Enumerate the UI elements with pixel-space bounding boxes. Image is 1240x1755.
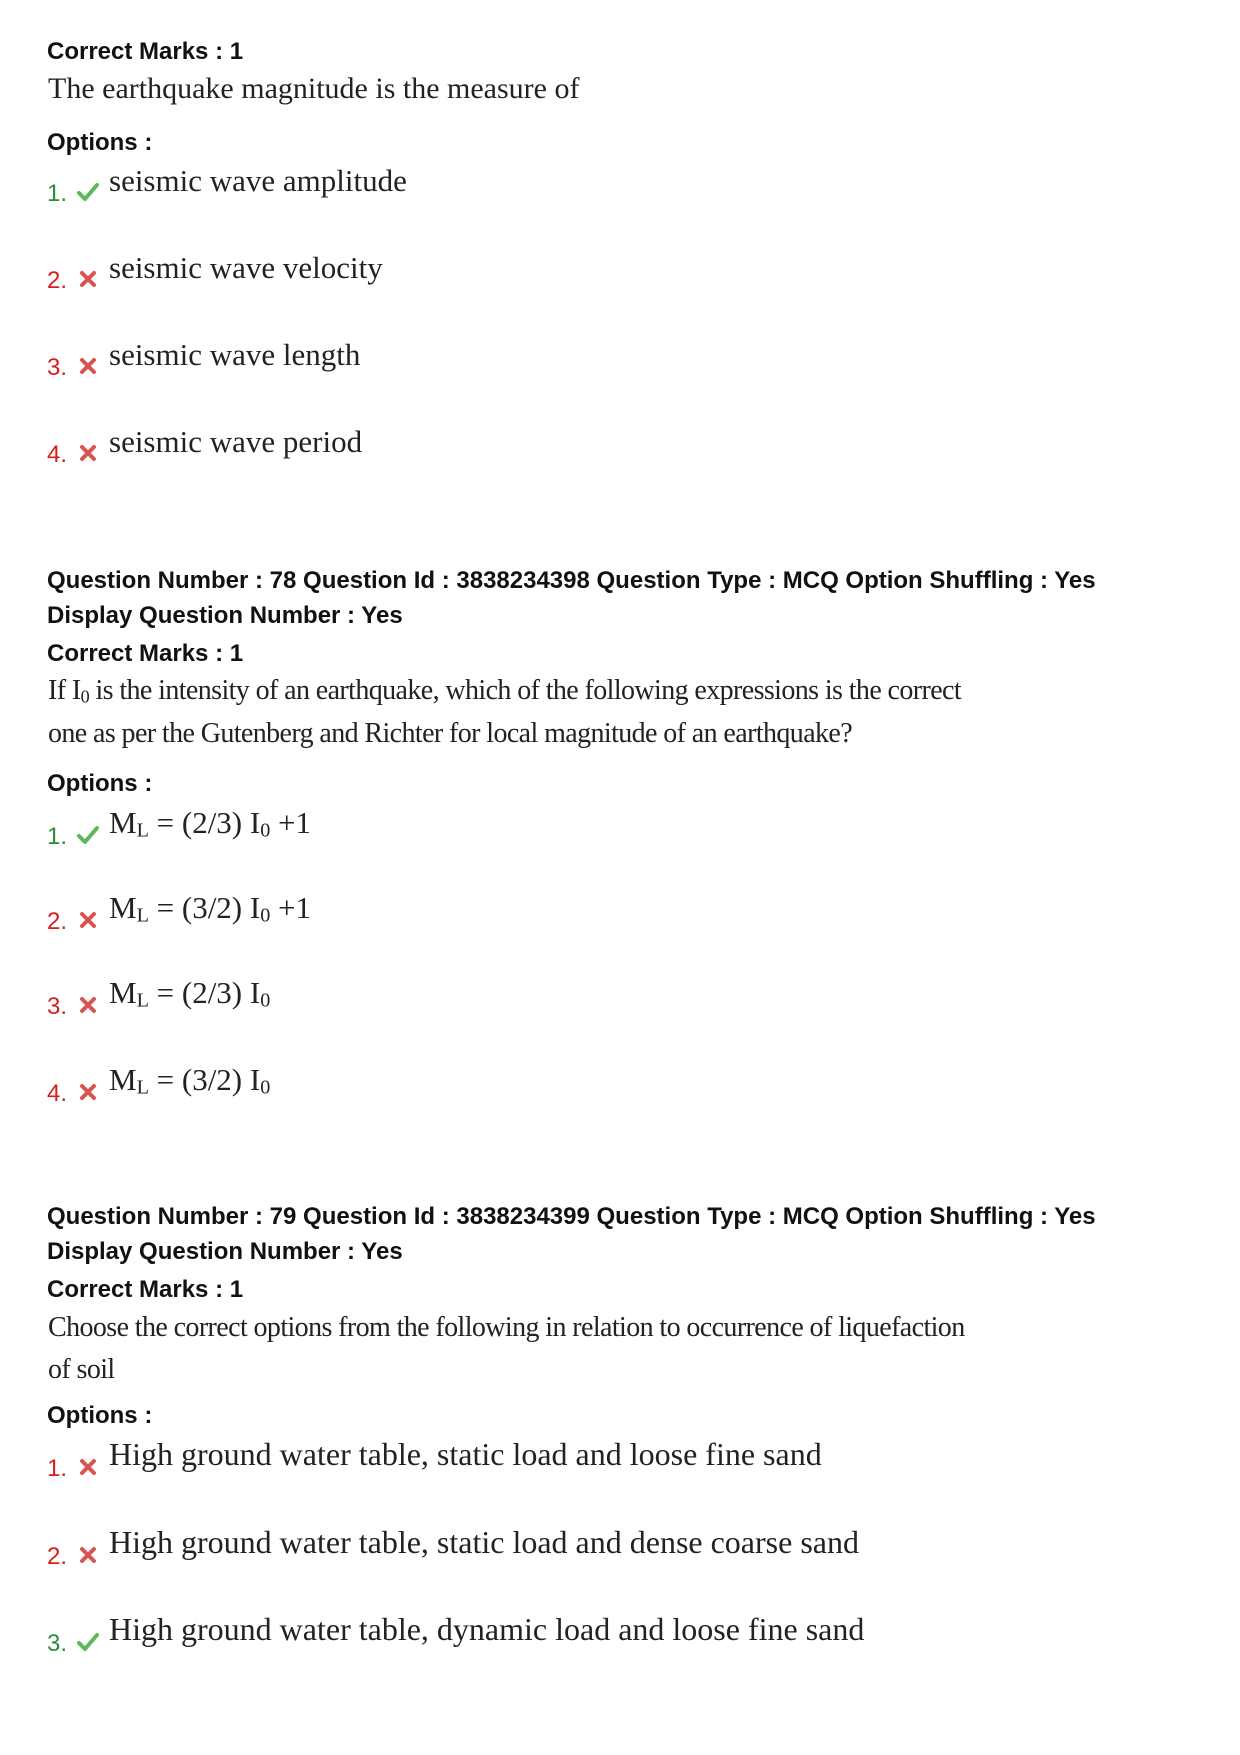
option-number: 3. [47,1630,68,1657]
correct-marks: Correct Marks : 1 [47,640,244,667]
cross-icon [77,442,99,464]
option-number: 2. [47,908,68,935]
cross-icon [77,355,99,377]
option-number: 2. [47,1543,68,1570]
cross-icon [77,909,99,931]
correct-marks: Correct Marks : 1 [47,1276,244,1303]
option-text: seismic wave velocity [109,250,383,285]
options-label: Options : [47,129,153,156]
option-formula: ML = (3/2) I0 [109,1062,271,1099]
option-number: 3. [47,993,68,1020]
cross-icon [77,1456,99,1478]
options-label: Options : [47,1402,153,1429]
check-icon [77,181,99,203]
option-formula: ML = (3/2) I0 +1 [109,890,312,927]
option-number: 4. [47,1080,68,1107]
question-header: Question Number : 78 Question Id : 3838234398 Question Type : MCQ Option Shuffling : Yes [47,567,1096,594]
question-header-display: Display Question Number : Yes [47,602,403,629]
option-text: seismic wave length [109,337,361,372]
correct-marks: Correct Marks : 1 [47,38,244,65]
question-text-line2: one as per the Gutenberg and Richter for local magnitude of an earthquake? [48,718,853,749]
option-formula: ML = (2/3) I0 +1 [109,805,312,842]
cross-icon [77,1081,99,1103]
option-number: 3. [47,354,68,381]
cross-icon [77,268,99,290]
cross-icon [77,994,99,1016]
options-label: Options : [47,770,153,797]
question-text: The earthquake magnitude is the measure of [48,72,580,105]
option-text: High ground water table, static load and dense coarse sand [109,1524,859,1560]
option-text: seismic wave amplitude [109,163,407,198]
check-icon [77,824,99,846]
cross-icon [77,1544,99,1566]
option-number: 1. [47,1455,68,1482]
question-header-display: Display Question Number : Yes [47,1238,403,1265]
option-text: High ground water table, static load and loose fine sand [109,1436,822,1472]
option-text: High ground water table, dynamic load and loose fine sand [109,1611,865,1647]
question-text-line1: If I0 is the intensity of an earthquake, which of the following expressions is the correct [48,675,962,707]
option-number: 1. [47,823,68,850]
option-number: 1. [47,180,68,207]
option-number: 4. [47,441,68,468]
option-number: 2. [47,267,68,294]
question-header: Question Number : 79 Question Id : 3838234399 Question Type : MCQ Option Shuffling : Yes [47,1203,1096,1230]
option-text: seismic wave period [109,424,363,459]
question-text-line1: Choose the correct options from the following in relation to occurrence of liquefaction [48,1312,965,1343]
option-formula: ML = (2/3) I0 [109,975,271,1012]
check-icon [77,1631,99,1653]
question-text-line2: of soil [48,1354,115,1385]
